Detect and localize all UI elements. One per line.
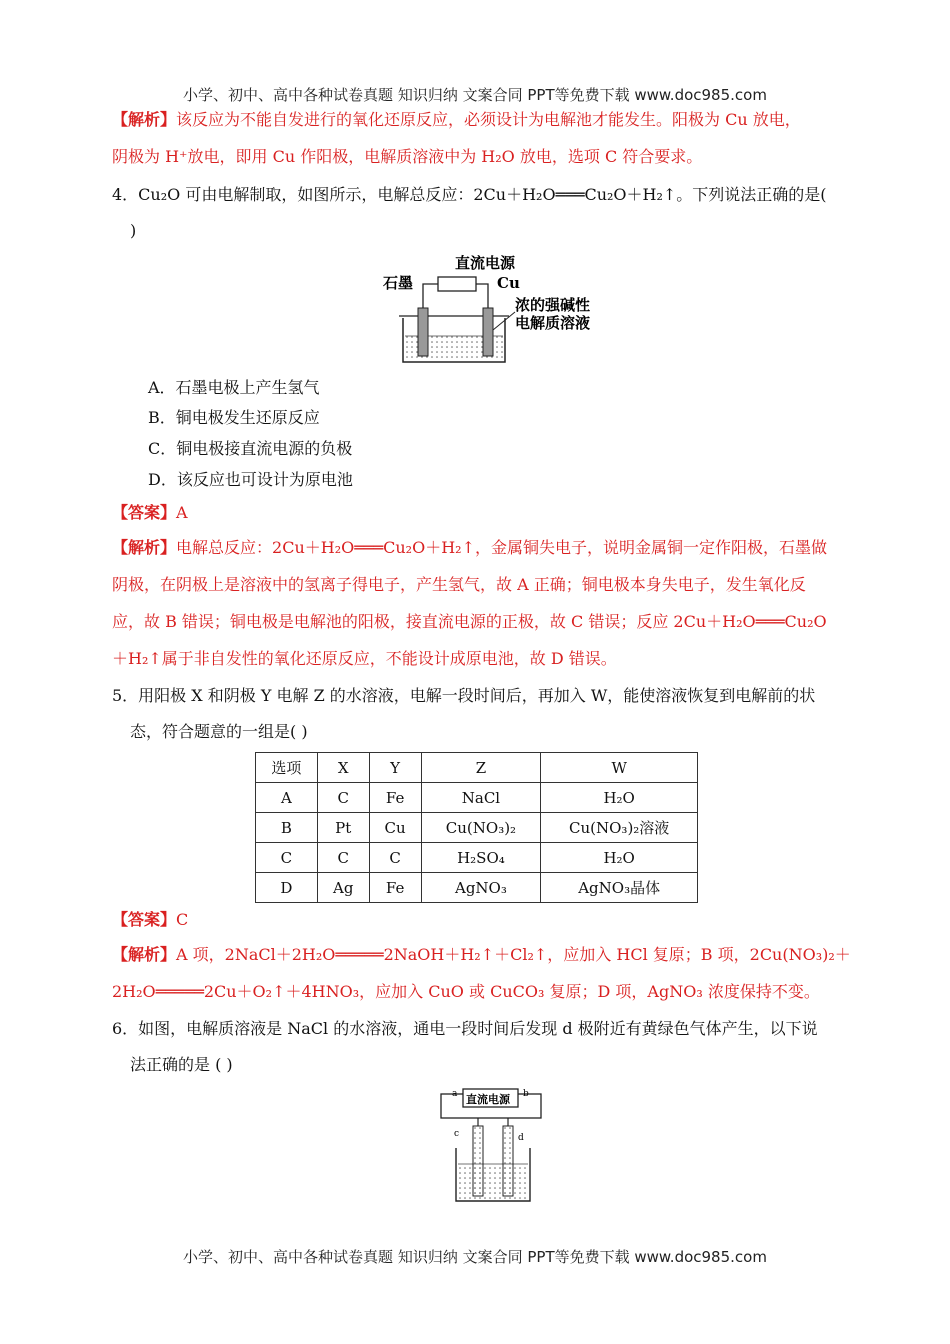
table-cell: AgNO₃ xyxy=(421,873,541,903)
table-cell: D xyxy=(256,873,318,903)
q4-stem-line-1: 4．Cu₂O 可由电解制取，如图所示，电解总反应：2Cu＋H₂O═══Cu₂O＋H₂↑。下列说法正确的是( xyxy=(112,185,827,204)
q6-fig-label-a: a xyxy=(452,1089,458,1099)
q4-fig-solution-label-1: 浓的强碱性 xyxy=(515,296,591,314)
table-cell: Cu(NO₃)₂ xyxy=(421,813,541,843)
q4-analysis-line-1: 【解析】电解总反应：2Cu＋H₂O═══Cu₂O＋H₂↑，金属铜失电子，说明金属铜一定作阳极，石墨做 xyxy=(112,538,827,557)
q6-fig-electrode-d xyxy=(503,1126,513,1196)
q4-fig-graphite-electrode xyxy=(418,308,428,356)
table-header-cell: Y xyxy=(369,753,421,783)
table-cell: C xyxy=(317,783,369,813)
table-header-cell: X xyxy=(317,753,369,783)
table-cell: A xyxy=(256,783,318,813)
q4-analysis-line-2: 阴极，在阴极上是溶液中的氢离子得电子，产生氢气，故 A 正确；铜电极本身失电子，发生氧化反 xyxy=(112,575,806,594)
q5-analysis-line-1: 【解析】A 项，2NaCl＋2H₂O═════2NaOH＋H₂↑＋Cl₂↑，应加入 HCl 复原；B 项，2Cu(NO₃)₂＋ xyxy=(112,945,851,964)
q5-stem-line-1: 5．用阳极 X 和阴极 Y 电解 Z 的水溶液，电解一段时间后，再加入 W，能使溶液恢复到电解前的状 xyxy=(112,686,816,705)
q5-answer: 【答案】C xyxy=(112,910,189,929)
q4-electrolysis-figure xyxy=(375,250,615,370)
table-row xyxy=(256,873,698,903)
table-cell: C xyxy=(369,843,421,873)
table-cell: C xyxy=(256,843,318,873)
table-header-cell: W xyxy=(541,753,698,783)
table-cell: Fe xyxy=(369,783,421,813)
analysis-tag: 【解析】 xyxy=(112,110,177,129)
q4-option-a: A．石墨电极上产生氢气 xyxy=(148,378,320,397)
table-header-cell: 选项 xyxy=(256,753,318,783)
q4-fig-cu-label: Cu xyxy=(497,274,520,292)
table-cell: Cu(NO₃)₂溶液 xyxy=(541,813,698,843)
table-row xyxy=(256,843,698,873)
q6-fig-label-c: c xyxy=(454,1129,460,1139)
q6-fig-label-d: d xyxy=(518,1133,524,1143)
q4-analysis-line-3: 应，故 B 错误；铜电极是电解池的阳极，接直流电源的正极，故 C 错误；反应 2Cu＋H₂O═══Cu₂O xyxy=(112,612,827,631)
table-cell: C xyxy=(317,843,369,873)
q6-fig-electrode-c xyxy=(473,1126,483,1196)
q4-answer: 【答案】A xyxy=(112,503,188,522)
page-footer: 小学、初中、高中各种试卷真题 知识归纳 文案合同 PPT等免费下载 www.doc985.com xyxy=(183,1248,767,1266)
page-header: 小学、初中、高中各种试卷真题 知识归纳 文案合同 PPT等免费下载 www.doc985.com xyxy=(183,86,767,104)
q4-option-c: C．铜电极接直流电源的负极 xyxy=(148,439,353,458)
table-cell: Pt xyxy=(317,813,369,843)
q4-fig-cu-electrode xyxy=(483,308,493,356)
table-header-row xyxy=(256,753,698,783)
q3-analysis-line-1: 【解析】该反应为不能自发进行的氧化还原反应，必须设计为电解池才能发生。阳极为 Cu 放电， xyxy=(112,110,801,129)
q5-stem-line-2: 态，符合题意的一组是( ) xyxy=(130,722,308,741)
q6-fig-label-b: b xyxy=(523,1089,529,1099)
q6-stem-line-2: 法正确的是 ( ) xyxy=(130,1055,233,1074)
table-cell: Fe xyxy=(369,873,421,903)
q4-stem-line-2: ) xyxy=(130,221,137,240)
table-cell: Ag xyxy=(317,873,369,903)
table-cell: NaCl xyxy=(421,783,541,813)
q4-fig-graphite-label: 石墨 xyxy=(383,274,414,292)
table-cell: Cu xyxy=(369,813,421,843)
q3-analysis-line-2: 阴极为 H⁺放电，即用 Cu 作阳极，电解质溶液中为 H₂O 放电，选项 C 符合要求。 xyxy=(112,147,703,166)
table-cell: H₂O xyxy=(541,843,698,873)
q5-analysis-line-2: 2H₂O═════2Cu＋O₂↑＋4HNO₃，应加入 CuO 或 CuCO₃ 复原；D 项，AgNO₃ 浓度保持不变。 xyxy=(112,982,820,1001)
table-row xyxy=(256,813,698,843)
q4-fig-solution-label-2: 电解质溶液 xyxy=(515,314,591,332)
q4-option-b: B．铜电极发生还原反应 xyxy=(148,408,320,427)
q6-stem-line-1: 6．如图，电解质溶液是 NaCl 的水溶液，通电一段时间后发现 d 极附近有黄绿色气体产生，以下说 xyxy=(112,1019,818,1038)
table-cell: B xyxy=(256,813,318,843)
q4-fig-power-label: 直流电源 xyxy=(455,254,516,272)
table-header-cell: Z xyxy=(421,753,541,783)
q4-analysis-line-4: ＋H₂↑属于非自发性的氧化还原反应，不能设计成原电池，故 D 错误。 xyxy=(112,649,617,668)
q6-fig-solution xyxy=(458,1164,528,1200)
table-row xyxy=(256,783,698,813)
table-cell: H₂O xyxy=(541,783,698,813)
q5-table xyxy=(255,752,698,903)
table-cell: AgNO₃晶体 xyxy=(541,873,698,903)
q4-fig-power-box xyxy=(438,277,476,291)
q4-option-d: D．该反应也可设计为原电池 xyxy=(148,470,353,489)
q6-electrolysis-figure xyxy=(438,1086,548,1206)
q6-fig-power-label: 直流电源 xyxy=(466,1093,510,1106)
table-cell: H₂SO₄ xyxy=(421,843,541,873)
